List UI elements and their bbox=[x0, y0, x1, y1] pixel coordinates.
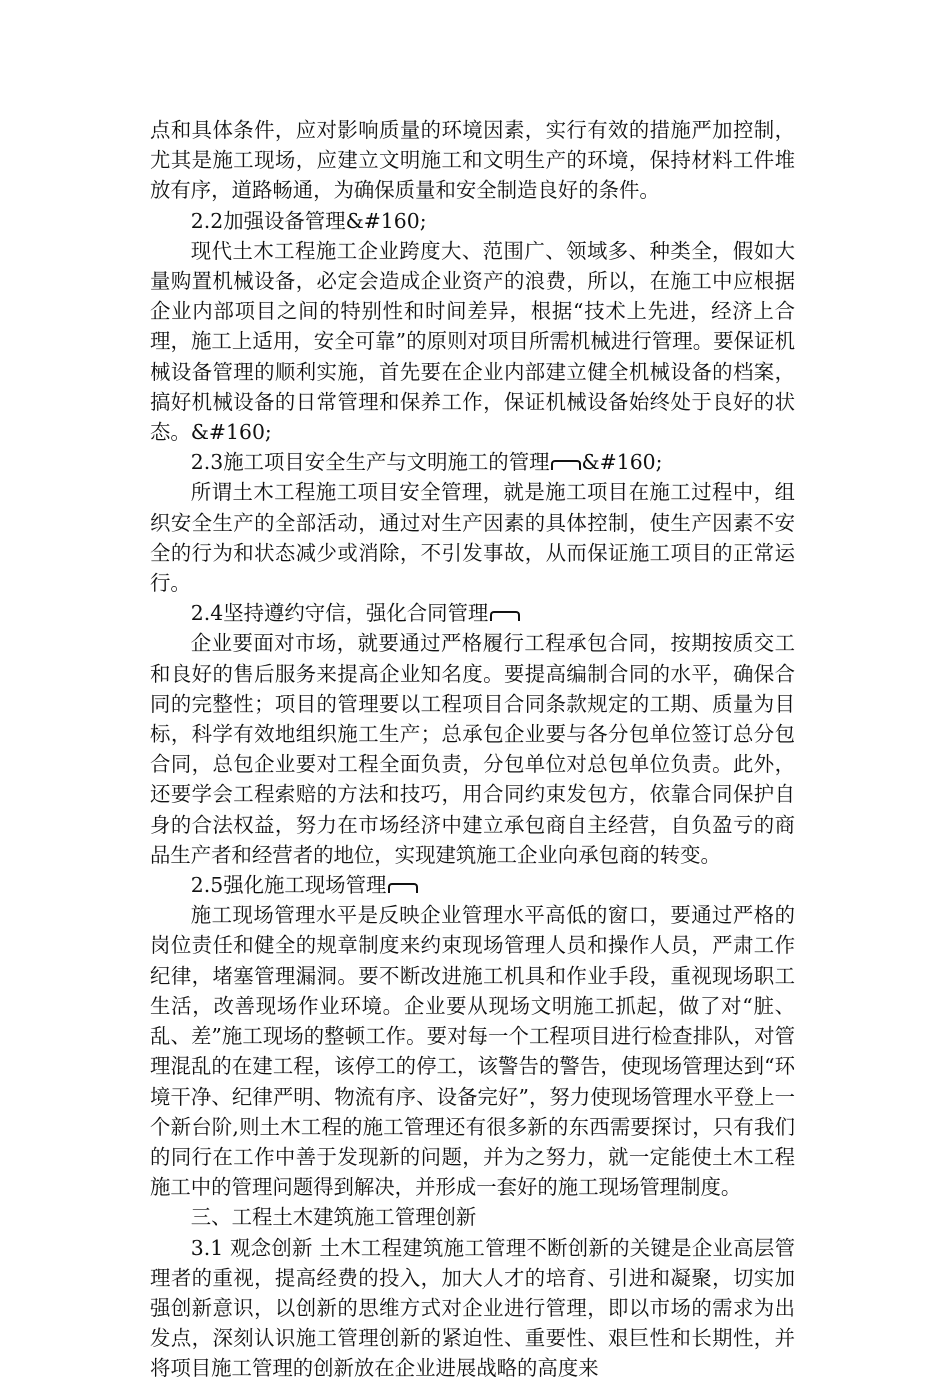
paragraph-equipment-management: 现代土木工程施工企业跨度大、范围广、领域多、种类全，假如大量购置机械设备，必定会造成企业资产的浪费，所以，在施工中应根据企业内部项目之间的特别性和时间差异，根据“技术上先进，经济上合理，施工上适用，安全可靠”的原则对项目所需机械进行管理。要保证机械设备管理的顺利实施，首先要在企业内部建立健全机械设备的档案，搞好机械设备的日常管理和保养工作，保证机械设备始终处于良好的状态。&#160; bbox=[150, 238, 795, 445]
section-heading-2-2: 2.2加强设备管理&#160; bbox=[190, 208, 427, 233]
document-body bbox=[150, 115, 795, 1384]
paragraph-contract-management: 企业要面对市场，就要通过严格履行工程承包合同，按期按质交工和良好的售后服务来提高企业知名度。要提高编制合同的水平，确保合同的完整性；项目的管理要以工程项目合同条款规定的工期、质量为目标，科学有效地组织施工生产；总承包企业要与各分包单位签订总分包合同，总包企业要对工程全面负责，分包单位对总包单位负责。此外，还要学会工程索赔的方法和技巧，用合同约束发包方，依靠合同保护自身的合法权益，努力在市场经济中建立承包商自主经营，自负盈亏的商品生产者和经营者的地位，实现建筑施工企业向承包商的转变。 bbox=[150, 631, 795, 867]
section-heading-2-3 bbox=[150, 447, 795, 477]
section-heading-2-5 bbox=[150, 870, 795, 900]
heading-text: 2.5强化施工现场管理 bbox=[190, 873, 387, 898]
paragraph-continued: 点和具体条件，应对影响质量的环境因素，实行有效的措施严加控制，尤其是施工现场，应建立文明施工和文明生产的环境，保持材料工件堆放有序，道路畅通，为确保质量和安全制造良好的条件。 bbox=[150, 118, 795, 203]
heading-text: 2.3施工项目安全生产与文明施工的管理 bbox=[190, 450, 550, 475]
line-break-mark-icon bbox=[388, 883, 418, 893]
line-break-mark-icon bbox=[490, 611, 520, 621]
heading-suffix: &#160; bbox=[581, 450, 663, 475]
paragraph-safety-management: 所谓土木工程施工项目安全管理，就是施工项目在施工过程中，组织安全生产的全部活动，通过对生产因素的具体控制，使生产因素不安全的行为和状态减少或消除，不引发事故，从而保证施工项目的正常运行。 bbox=[150, 480, 795, 596]
paragraph-concept-innovation: 3.1 观念创新 土木工程建筑施工管理不断创新的关键是企业高层管理者的重视，提高经费的投入，加大人才的培育、引进和凝聚，切实加强创新意识，以创新的思维方式对企业进行管理，即以市场的需求为出发点，深刻认识施工管理创新的紧迫性、重要性、艰巨性和长期性，并将项目施工管理的创新放在企业进展战略的高度来 bbox=[150, 1235, 795, 1381]
section-heading-3: 三、工程土木建筑施工管理创新 bbox=[190, 1205, 477, 1230]
paragraph-site-management: 施工现场管理水平是反映企业管理水平高低的窗口，要通过严格的岗位责任和健全的规章制度来约束现场管理人员和操作人员，严肃工作纪律，堵塞管理漏洞。要不断改进施工机具和作业手段，重视现场职工生活，改善现场作业环境。企业要从现场文明施工抓起，做了对“脏、乱、差”施工现场的整顿工作。要对每一个工程项目进行检查排队，对管理混乱的在建工程，该停工的停工，该警告的警告，使现场管理达到“环境干净、纪律严明、物流有序、设备完好”，努力使现场管理水平登上一个新台阶,则土木工程的施工管理还有很多新的东西需要探讨，只有我们的同行在工作中善于发现新的问题，并为之努力，就一定能使土木工程施工中的管理问题得到解决，并形成一套好的施工现场管理制度。 bbox=[150, 903, 795, 1200]
heading-text: 2.4坚持遵约守信，强化合同管理 bbox=[190, 601, 489, 626]
line-break-mark-icon bbox=[551, 460, 581, 470]
section-heading-2-4 bbox=[150, 598, 795, 628]
